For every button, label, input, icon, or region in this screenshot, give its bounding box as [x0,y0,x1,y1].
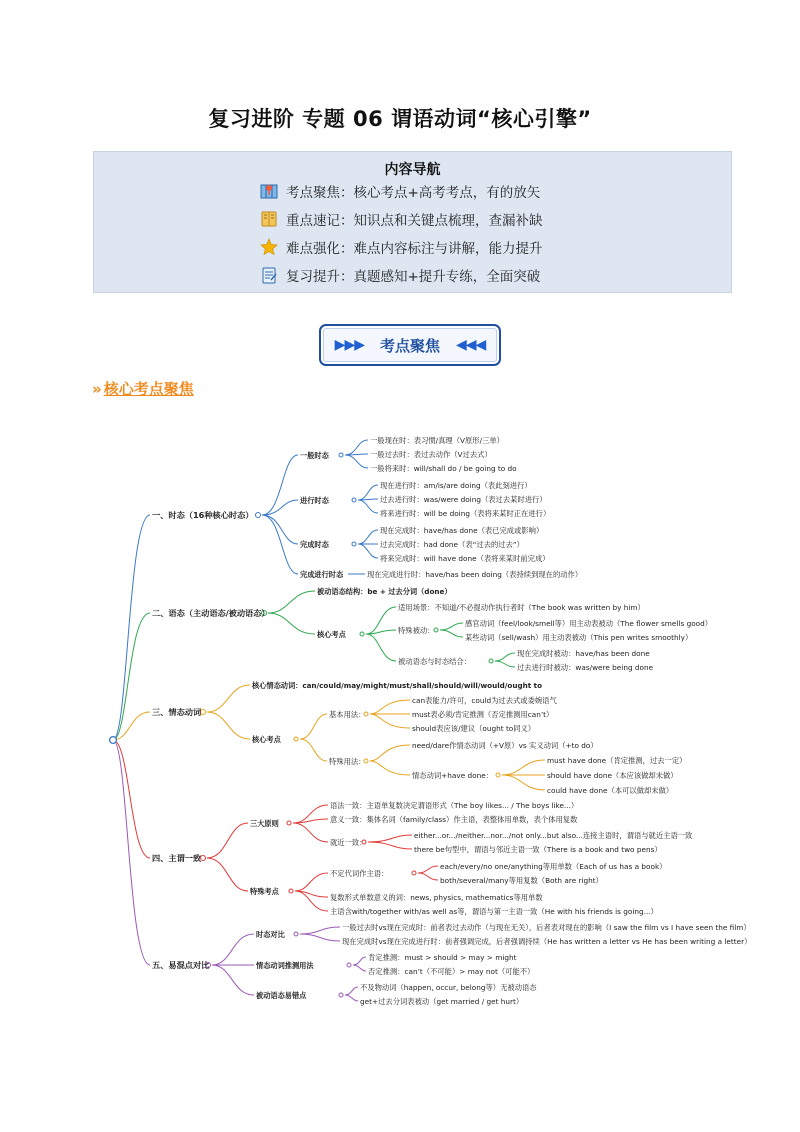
leaf-item: 不定代词作主语： [330,869,389,878]
leaf-item: get+过去分词表被动（get married / get hurt） [360,997,524,1006]
leaf-item: should表应该/建议（ought to同义） [412,724,536,733]
leaf-item: must have done（肯定推测，过去一定） [547,756,687,765]
leaf-item: could have done（本可以做却未做） [547,786,674,795]
leaf-item: 一般过去时：表过去动作（V过去式） [370,450,492,459]
group-modal-key-points: 核心考点 [252,735,281,744]
branch-voice: 二、语态（主动语态/被动语态） [152,608,270,618]
group-three-principles: 三大原则 [250,819,279,828]
root-node-dot [110,737,117,744]
leaf-item: 被动语态与时态结合： [398,657,471,666]
group-special-points: 特殊考点 [250,887,279,896]
leaf-item: 将来进行时：will be doing（表将来某时正在进行） [380,509,551,518]
branch-modal-verbs: 三、情态动词 [152,707,202,717]
branch-contrasts: 五、易混点对比 [152,960,210,970]
leaf-item: each/every/no one/anything等用单数（Each of us has a book） [440,862,667,871]
triple-arrow-left-icon: ◀◀◀ [456,337,486,353]
group-voice-key-points: 核心考点 [317,630,346,639]
leaf-item: need/dare作情态动词（+V原）vs 实义动词（+to do） [412,741,598,750]
group-modal-inference: 情态动词推测用法 [256,961,314,970]
nav-item-label: 重点速记：知识点和关键点梳理，查漏补缺 [286,213,543,229]
group-passive-structure: 被动语态结构：be + 过去分词（done） [317,587,452,596]
leaf-item: 特殊被动： [398,626,435,635]
leaf-item: 过去进行时被动：was/were being done [517,663,654,672]
leaf-item: 现在完成时vs现在完成进行时：前者强调完成，后者强调持续（He has written a letter vs He has been writing a letter） [342,937,752,946]
leaf-item: 语法一致：主语单复数决定谓语形式（The boy likes... / The boys like...） [330,801,579,810]
group-progressive-tense: 进行时态 [300,496,329,505]
leaf-item: 现在进行时：am/is/are doing（表此刻进行） [380,481,532,490]
leaf-item: either...or.../neither...nor.../not only...but also...连接主语时，谓语与就近主语一致 [414,831,693,840]
section-heading-text: 核心考点聚焦 [103,380,194,398]
leaf-item: 特殊用法： [329,757,366,766]
leaf-item: 一般过去时vs现在完成时：前者表过去动作（与现在无关），后者表对现在的影响（I saw the film vs I have seen the film） [342,923,751,932]
triple-arrow-right-icon: ▶▶▶ [334,337,364,353]
leaf-item: should have done（本应该做却未做） [547,771,678,780]
leaf-item: 现在完成时：have/has done（表已完成或影响） [380,526,544,535]
leaf-item: 现在完成进行时：have/has been doing（表持续到现在的动作） [367,570,583,579]
group-perfect-progressive: 完成进行时态 [300,570,344,579]
leaf-item: 一般将来时：will/shall do / be going to do [370,464,517,473]
double-chevron-icon: » [92,380,102,398]
leaf-item: 一般现在时：表习惯/真理（V原形/三单） [370,436,504,445]
leaf-item: can表能力/许可，could为过去式或委婉语气 [412,696,557,705]
leaf-item: 某些动词（sell/wash）用主动表被动（This pen writes smoothly） [465,633,693,642]
leaf-item: 将来完成时：will have done（表将来某时前完成） [380,554,550,563]
leaf-item: 否定推测：can’t（不可能）> may not（可能不） [368,967,535,976]
nav-item-label: 复习提升：真题感知+提升专练，全面突破 [286,269,541,285]
leaf-item: 感官动词（feel/look/smell等）用主动表被动（The flower smells good） [465,619,713,628]
leaf-item: 适用场景：不知道/不必提动作执行者时（The book was written by him） [398,603,645,612]
leaf-item: 复数形式单数意义的词：news, physics, mathematics等用单数 [330,893,543,902]
leaf-item: 意义一致：集体名词（family/class）作主语，表整体用单数，表个体用复数 [330,815,578,824]
leaf-item: 就近一致： [330,838,367,847]
leaf-item: 现在完成时被动：have/has been done [517,649,650,658]
group-tense-contrast: 时态对比 [256,930,285,939]
leaf-item: 肯定推测：must > should > may > might [368,953,517,962]
leaf-item: 基本用法： [329,710,366,719]
page-title: 复习进阶 专题 06 谓语动词“核心引擎” [208,107,592,131]
leaf-item: there be句型中，谓语与邻近主语一致（There is a book and two pens） [414,845,662,854]
nav-heading: 内容导航 [384,162,441,178]
leaf-item: 主语含with/together with/as well as等，谓语与第一主语一致（He with his friends is going...） [330,907,658,916]
branch-agreement: 四、主谓一致 [152,853,202,863]
nav-item-label: 考点聚焦：核心考点+高考考点，有的放矢 [286,185,541,201]
group-core-modals: 核心情态动词：can/could/may/might/must/shall/should/will/would/ought to [252,681,543,690]
banner-label: 考点聚焦 [379,336,440,355]
branch-tense: 一、时态（16种核心时态） [152,510,254,520]
group-simple-tense: 一般时态 [300,451,329,460]
group-passive-pitfalls: 被动语态易错点 [256,991,307,1000]
group-perfect-tense: 完成时态 [300,540,329,549]
leaf-item: both/several/many等用复数（Both are right） [440,876,603,885]
leaf-item: 过去进行时：was/were doing（表过去某时进行） [380,495,547,504]
leaf-item: 情态动词+have done： [412,771,494,780]
leaf-item: 过去完成时：had done（表“过去的过去”） [380,540,524,549]
nav-item-label: 难点强化：难点内容标注与讲解，能力提升 [286,241,543,257]
leaf-item: must表必须/肯定推测（否定推测用can’t） [412,710,554,719]
leaf-item: 不及物动词（happen, occur, belong等）无被动语态 [360,983,537,992]
